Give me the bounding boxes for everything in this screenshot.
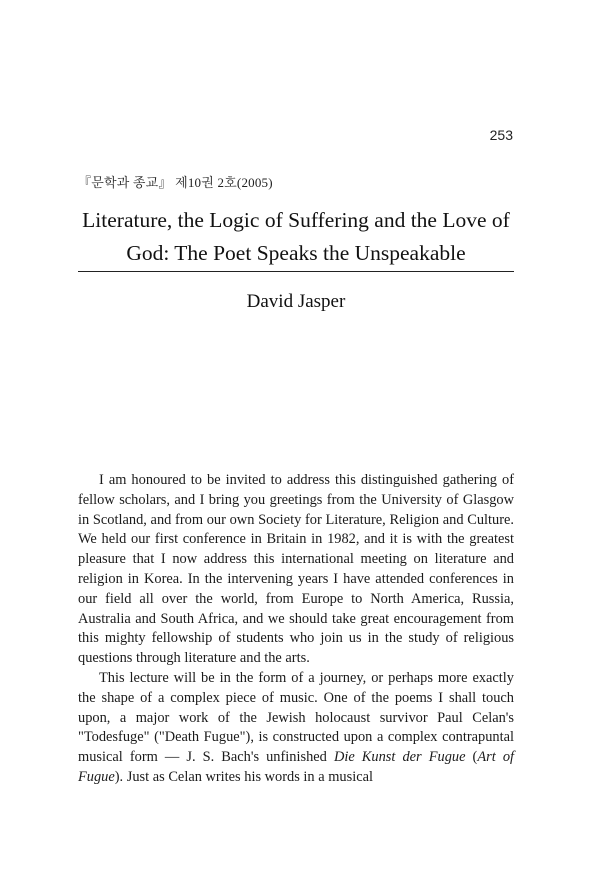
paragraph-2-text-b: ( <box>465 749 478 766</box>
paragraph-2-text-c: ). Just as Celan writes his words in a musical <box>114 768 373 785</box>
title-divider <box>78 271 514 272</box>
article-title: Literature, the Logic of Suffering and the Love of God: The Poet Speaks the Unspeakable <box>82 208 510 265</box>
journal-reference: 『문학과 종교』 제10권 2호(2005) <box>78 175 273 190</box>
paragraph-2 <box>78 669 514 788</box>
italic-title-die-kunst: Die Kunst der Fugue <box>333 749 466 766</box>
paragraph-2-text-a: This lecture will be in the form of a journey, or perhaps more exactly the shape of a complex piece of music. One of the poems I shall touch upon, a major work of the Jewish holocaust survivor Paul Celan's "Todesfuge" ("Death Fugue"), is constructed upon a complex contrapuntal musical form — J. S. Bach's unfinished <box>78 669 514 766</box>
page-number: 253 <box>489 127 513 143</box>
italic-title-art-of-fugue: Art of Fugue <box>78 749 515 785</box>
author-name: David Jasper <box>246 291 346 312</box>
body-text <box>78 471 514 788</box>
paragraph-1: I am honoured to be invited to address this distinguished gathering of fellow scholars, and I bring you greetings from the University of Glasgow in Scotland, and from our own Society for Literature, Religion and Culture. We held our first conference in Britain in 1982, and it is with the greatest pleasure that I now address this international meeting on literature and religion in Korea. In the intervening years I have attended conferences in our field all over the world, from Europe to North America, Russia, Australia and South Africa, and we should take great encouragement from this mighty fellowship of students who join us in the study of religious questions through literature and the arts. <box>78 472 514 667</box>
